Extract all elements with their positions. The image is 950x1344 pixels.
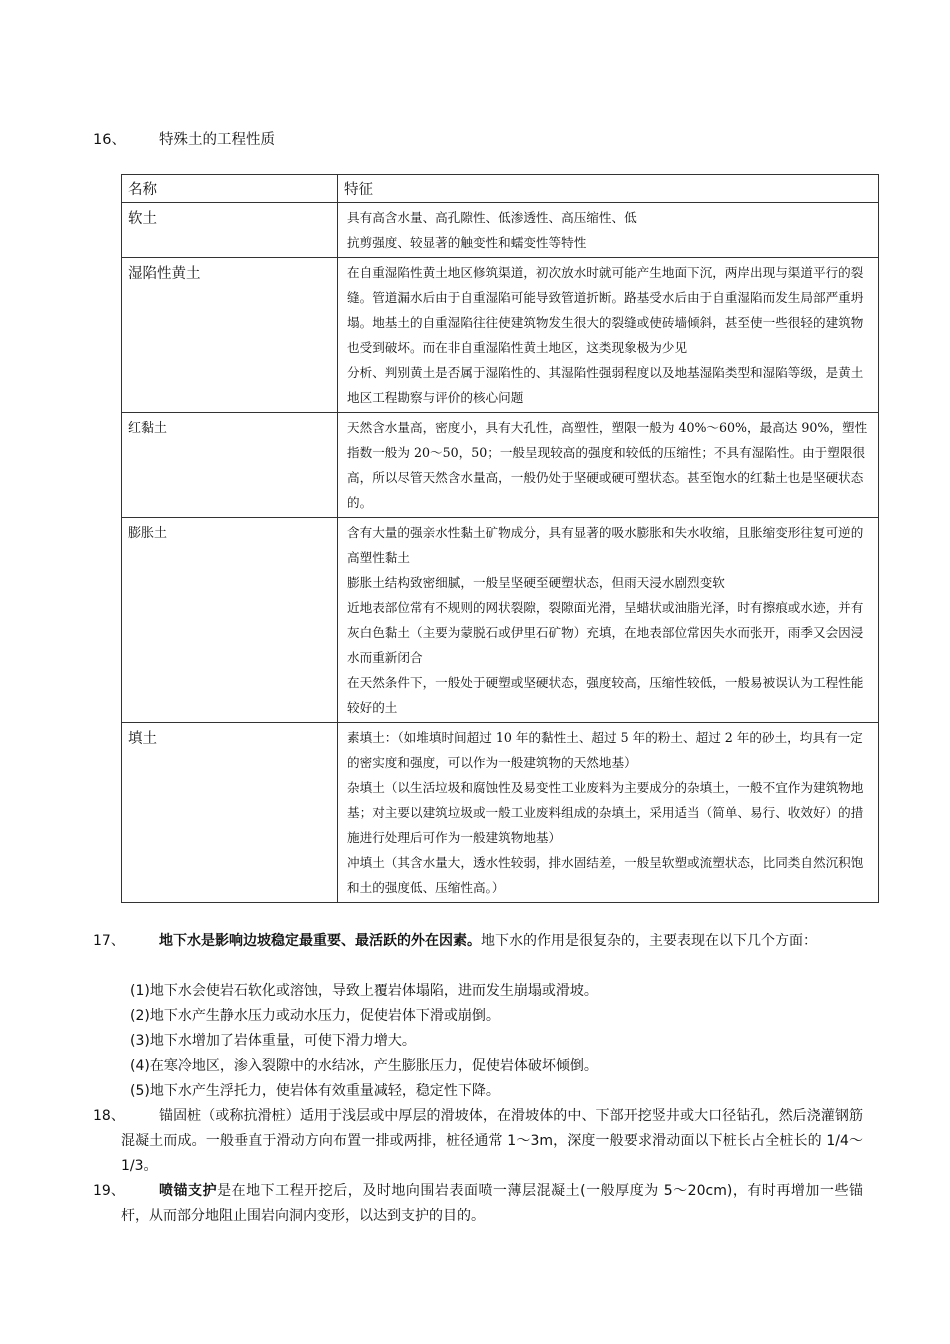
soil-name: 软土: [128, 211, 157, 227]
soil-name: 填土: [128, 731, 157, 747]
soil-name: 膨胀土: [128, 526, 168, 541]
section-number: 17、: [93, 933, 125, 949]
section-17-text: 地下水的作用是很复杂的，主要表现在以下几个方面：: [481, 933, 817, 949]
section-19: [93, 1179, 863, 1229]
table-header-row: [122, 175, 879, 203]
special-soil-table: [121, 174, 879, 903]
desc-line: 杂填土（以生活垃圾和腐蚀性及易变性工业废料为主要成分的杂填土，一般不宜作为建筑物地基；对主要以建筑垃圾或一般工业废料组成的杂填土，采用适当（简单、易行、收效好）的措施进行处理后可作为一般建筑物地基）: [347, 780, 864, 845]
soil-description: [338, 413, 878, 517]
desc-line: 天然含水量高，密度小，具有大孔性，高塑性，塑限一般为 40%～60%，最高达 90%，塑性指数一般为 20～50，50；一般呈现较高的强度和较低的压缩性；不具有湿陷性。由于塑限很高，所以尽管天然含水量高，一般仍处于坚硬或硬可塑状态。甚至饱水的红黏土也是坚硬状态的。: [347, 420, 868, 510]
table-row: [122, 258, 879, 413]
section-title: 特殊土的工程性质: [159, 132, 275, 148]
desc-line: 抗剪强度、较显著的触变性和蠕变性等特性: [347, 235, 587, 250]
table-row: [122, 518, 879, 723]
desc-line: 膨胀土结构致密细腻，一般呈坚硬至硬塑状态，但雨天浸水剧烈变软: [347, 575, 725, 590]
table-row: [122, 413, 879, 518]
list-item: (3)地下水增加了岩体重量，可使下滑力增大。: [130, 1033, 416, 1049]
desc-line: 冲填土（其含水量大，透水性较弱，排水固结差，一般呈软塑或流塑状态，比同类自然沉积饱和土的强度低、压缩性高。）: [347, 855, 864, 895]
table-row: [122, 723, 879, 903]
section-16-heading: [93, 128, 275, 149]
desc-line: 具有高含水量、高孔隙性、低渗透性、高压缩性、低: [347, 210, 637, 225]
section-19-text: 是在地下工程开挖后，及时地向围岩表面喷一薄层混凝土(一般厚度为 5～20cm)，有时再增加一些锚杆，从而部分地阻止围岩向洞内变形，以达到支护的目的。: [121, 1183, 863, 1224]
list-item: (2)地下水产生静水压力或动水压力，促使岩体下滑或崩倒。: [130, 1008, 500, 1024]
header-feature: 特征: [344, 182, 373, 198]
list-item: (5)地下水产生浮托力，使岩体有效重量减轻，稳定性下降。: [130, 1083, 500, 1099]
soil-description: [338, 203, 878, 257]
section-19-emphasis: 喷锚支护: [159, 1183, 218, 1199]
soil-description: [338, 518, 878, 722]
desc-line: 在自重湿陷性黄土地区修筑渠道，初次放水时就可能产生地面下沉，两岸出现与渠道平行的裂缝。管道漏水后由于自重湿陷可能导致管道折断。路基受水后由于自重湿陷而发生局部严重坍塌。地基土的自重湿陷往往使建筑物发生很大的裂缝或使砖墙倾斜，甚至使一些很轻的建筑物也受到破坏。而在非自重湿陷性黄土地区，这类现象极为少见: [347, 265, 864, 355]
list-item: (1)地下水会使岩石软化或溶蚀，导致上覆岩体塌陷，进而发生崩塌或滑坡。: [130, 983, 598, 999]
soil-name: 红黏土: [128, 421, 168, 436]
section-17-emphasis: 地下水是影响边坡稳定最重要、最活跃的外在因素。: [159, 933, 481, 949]
desc-line: 素填土：（如堆填时间超过 10 年的黏性土、超过 5 年的粉土、超过 2 年的砂土，均具有一定的密实度和强度，可以作为一般建筑物的天然地基）: [347, 730, 863, 770]
desc-line: 近地表部位常有不规则的网状裂隙，裂隙面光滑，呈蜡状或油脂光泽，时有擦痕或水迹，并有灰白色黏土（主要为蒙脱石或伊里石矿物）充填，在地表部位常因失水而张开，雨季又会因浸水而重新闭合: [347, 600, 864, 665]
table-row: [122, 203, 879, 258]
section-number: 16、: [93, 132, 126, 148]
section-17: [93, 929, 863, 954]
section-18: [93, 1104, 863, 1179]
section-18-text: 锚固桩（或称抗滑桩）适用于浅层或中厚层的滑坡体，在滑坡体的中、下部开挖竖井或大口径钻孔，然后浇灌钢筋混凝土而成。一般垂直于滑动方向布置一排或两排，桩径通常 1～3m，深度一般要求滑动面以下桩长占全桩长的 1/4～1/3。: [121, 1108, 863, 1174]
section-number: 18、: [93, 1108, 125, 1124]
desc-line: 分析、判别黄土是否属于湿陷性的、其湿陷性强弱程度以及地基湿陷类型和湿陷等级，是黄土地区工程勘察与评价的核心问题: [347, 365, 864, 405]
list-item: (4)在寒冷地区，渗入裂隙中的水结冰，产生膨胀压力，促使岩体破坏倾倒。: [130, 1058, 598, 1074]
section-number: 19、: [93, 1183, 125, 1199]
soil-description: [338, 723, 878, 902]
desc-line: 含有大量的强亲水性黏土矿物成分，具有显著的吸水膨胀和失水收缩，且胀缩变形往复可逆的高塑性黏土: [347, 525, 864, 565]
header-name: 名称: [128, 182, 157, 198]
soil-description: [338, 258, 878, 412]
desc-line: 在天然条件下，一般处于硬塑或坚硬状态，强度较高，压缩性较低，一般易被误认为工程性能较好的土: [347, 675, 864, 715]
soil-name: 湿陷性黄土: [128, 266, 201, 282]
